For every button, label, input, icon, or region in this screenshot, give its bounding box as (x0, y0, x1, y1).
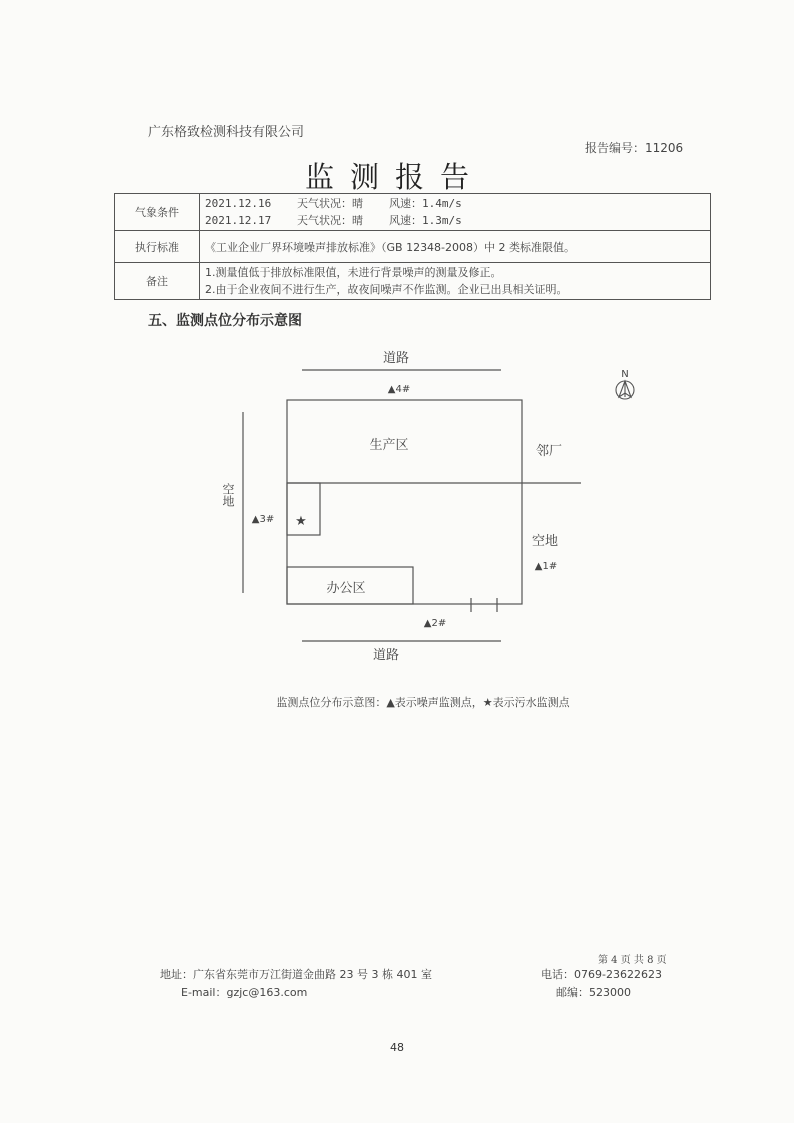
weather-date: 2021.12.17 (205, 214, 272, 227)
noise-point-1: ▲1# (534, 561, 558, 572)
report-number: 报告编号：11206 (585, 141, 684, 155)
north-label: N (621, 369, 629, 380)
empty-land-left-label: 空地 (221, 483, 235, 507)
noise-point-4: ▲4# (387, 384, 411, 395)
road-top-label: 道路 (382, 351, 410, 366)
weather-wind: 风速：1.4m/s (389, 197, 462, 210)
office-area-label: 办公区 (326, 581, 366, 596)
weather-label: 气象条件 (115, 194, 200, 231)
footer-postcode: 邮编：523000 (556, 986, 631, 999)
report-info-table (114, 193, 711, 300)
weather-line (205, 212, 705, 229)
remark-line: 1.测量值低于排放标准限值，未进行背景噪声的测量及修正。 (205, 266, 502, 279)
site-boundary (287, 400, 522, 604)
remarks-cell (200, 263, 711, 300)
neighbor-factory-label: 邻厂 (535, 444, 563, 459)
production-area-label: 生产区 (369, 438, 409, 453)
remarks-row (115, 263, 711, 300)
road-bottom-label: 道路 (372, 648, 400, 663)
page-title: 监测报告 (304, 160, 485, 194)
remark-line: 2.由于企业夜间不进行生产，故夜间噪声不作监测。企业已出具相关证明。 (205, 283, 568, 296)
diagram-legend: 监测点位分布示意图：▲表示噪声监测点，★表示污水监测点 (276, 696, 570, 709)
noise-point-2: ▲2# (423, 618, 447, 629)
standard-label: 执行标准 (115, 231, 200, 263)
weather-date: 2021.12.16 (205, 197, 272, 210)
north-arrow-icon (616, 381, 634, 399)
footer-address: 地址：广东省东莞市万江街道金曲路 23 号 3 栋 401 室 (160, 968, 432, 981)
footer-phone: 电话：0769-23622623 (541, 968, 662, 981)
wastewater-point: ★ (295, 514, 307, 529)
section-title: 五、监测点位分布示意图 (148, 313, 302, 329)
monitoring-site-diagram (0, 330, 794, 670)
weather-cell (200, 194, 711, 231)
bottom-page-number: 48 (390, 1041, 404, 1054)
weather-row (115, 194, 711, 231)
standard-row (115, 231, 711, 263)
weather-condition: 天气状况：晴 (297, 197, 363, 210)
footer-email: E-mail：gzjc@163.com (181, 986, 308, 999)
standard-text: 《工业企业厂界环境噪声排放标准》（GB 12348-2008）中 2 类标准限值。 (200, 231, 711, 263)
remarks-label: 备注 (115, 263, 200, 300)
weather-wind: 风速：1.3m/s (389, 214, 462, 227)
empty-land-right-label: 空地 (531, 534, 559, 549)
weather-line (205, 195, 705, 212)
noise-point-3: ▲3# (251, 514, 275, 525)
page-indicator: 第 4 页 共 8 页 (598, 955, 667, 966)
company-name: 广东格致检测科技有限公司 (148, 125, 305, 140)
weather-condition: 天气状况：晴 (297, 214, 363, 227)
